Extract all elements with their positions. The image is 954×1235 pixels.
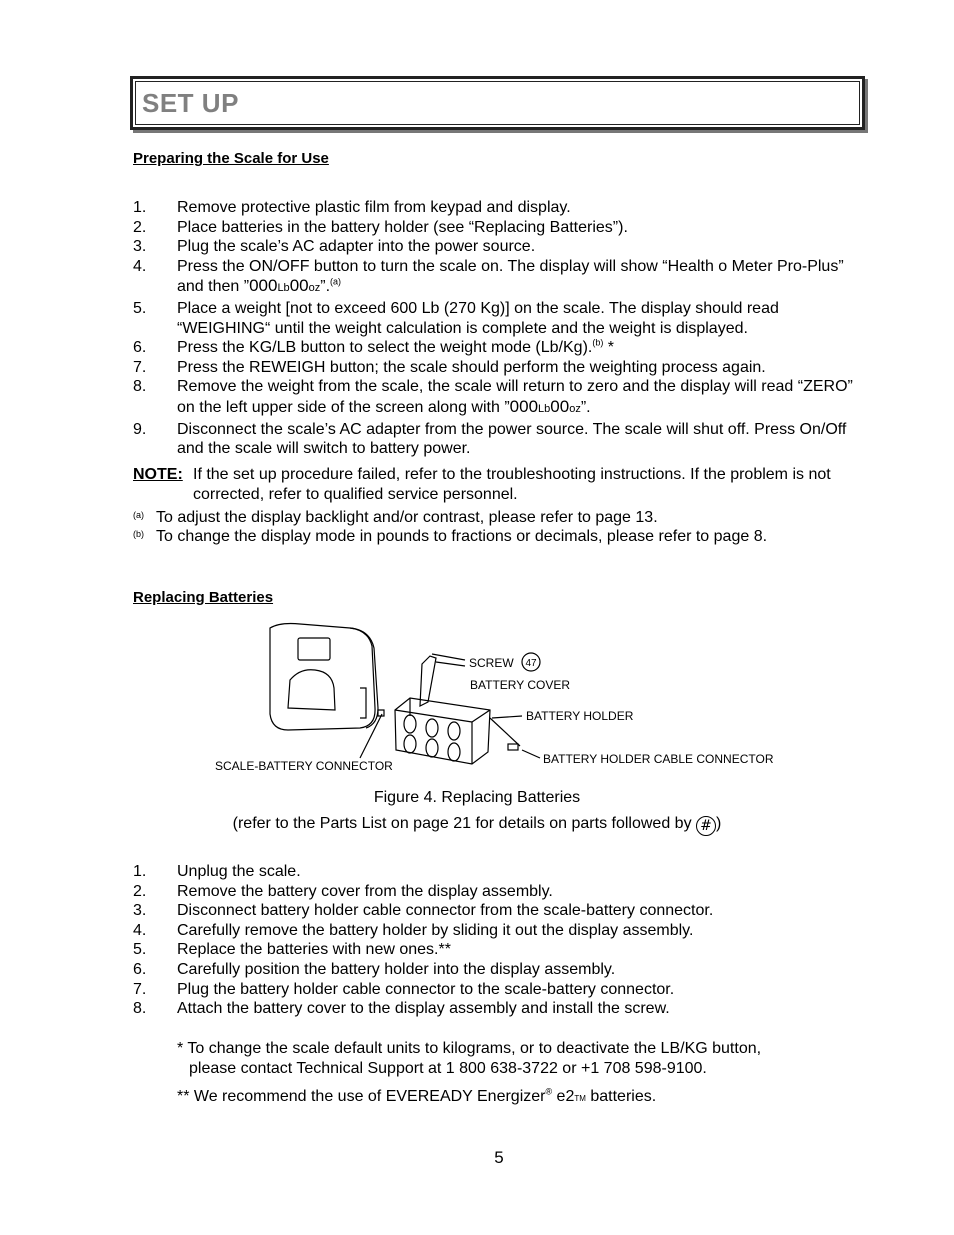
- setup-steps-list: [133, 198, 863, 459]
- label-battery-holder: BATTERY HOLDER: [526, 709, 634, 723]
- battery-holder-cable-connector: [508, 744, 518, 750]
- hash-circle-icon: #: [696, 816, 716, 836]
- battery-steps-list: [133, 862, 863, 1019]
- title-box: [130, 76, 865, 130]
- list-item: 6. Press the KG/LB button to select the weight mode (Lb/Kg).$^{(b)}$ *: [133, 337, 615, 357]
- list-item: 1. Unplug the scale.: [133, 863, 301, 880]
- battery: [426, 739, 438, 757]
- note: [133, 465, 863, 505]
- keypad-arch: [288, 670, 335, 710]
- display-window: [298, 638, 330, 660]
- star-note: * To change the scale default units to kilograms, or to deactivate the LB/KG button, please contact Technical Support at 1 800 638-3722 or +1 708 598-9100.: [177, 1040, 762, 1077]
- list-item: 3. Disconnect battery holder cable connector from the scale-battery connector.: [133, 902, 714, 920]
- battery: [404, 715, 416, 733]
- list-item: 2. Remove the battery cover from the display assembly.: [133, 882, 553, 900]
- figure-caption: Figure 4. Replacing Batteries: [373, 789, 581, 806]
- list-item: 1. Remove protective plastic film from keypad and display.: [133, 199, 571, 216]
- battery-cover: [420, 656, 436, 706]
- label-scale-connector: SCALE-BATTERY CONNECTOR: [215, 759, 393, 773]
- note-label: NOTE:: [133, 466, 183, 483]
- label-cable-connector: BATTERY HOLDER CABLE CONNECTOR: [543, 752, 774, 766]
- double-star-note: ** We recommend the use of EVEREADY Energizer® e2TM batteries.: [177, 1086, 657, 1105]
- page-number: 5: [494, 1148, 504, 1167]
- list-item: 3. Plug the scale’s AC adapter into the power source.: [133, 238, 536, 256]
- list-item: 8. Attach the battery cover to the display assembly and install the screw.: [133, 1000, 670, 1018]
- label-battery-cover: BATTERY COVER: [470, 678, 571, 692]
- list-item: 2. Place batteries in the battery holder (see “Replacing Batteries”).: [133, 218, 628, 236]
- display-assembly-body: [270, 624, 375, 731]
- label-screw: SCREW: [469, 656, 514, 670]
- list-item: 7. Press the REWEIGH button; the scale should perform the weighting process again.: [133, 358, 766, 376]
- battery: [448, 743, 460, 761]
- battery: [448, 722, 460, 740]
- list-item: 5. Replace the batteries with new ones.**: [133, 941, 451, 959]
- page-title: SET UP: [142, 88, 239, 118]
- battery: [426, 719, 438, 737]
- list-item: 9. Disconnect the scale’s AC adapter from the power source. The scale will shut off. Press On/Off and the scale will switch to battery power.: [133, 420, 847, 458]
- figure-subcaption: (refer to the Parts List on page 21 for details on parts followed by # ): [232, 815, 722, 834]
- list-item: 5. Place a weight [not to exceed 600 Lb (270 Kg)] on the scale. The display should read “WEIGHING“ until the weight calculation is complete and the weight is displayed.: [133, 299, 779, 337]
- section-heading-preparing: Preparing the Scale for Use: [133, 150, 329, 167]
- list-item: 4. Press the ON/OFF button to turn the scale on. The display will show “Health o Meter Pro-Plus” and then ”000Lb00oz”.$^{(a)}$: [133, 257, 844, 296]
- replacing-batteries-figure: [210, 618, 800, 778]
- leader-line: [360, 714, 382, 758]
- footnote-a: (a) To adjust the display backlight and/or contrast, please refer to page 13.: [133, 509, 658, 526]
- list-item: 4. Carefully remove the battery holder by sliding it out the display assembly.: [133, 921, 694, 939]
- list-item: 6. Carefully position the battery holder into the display assembly.: [133, 960, 616, 978]
- footnote-b: (b) To change the display mode in pounds to fractions or decimals, please refer to page 8.: [133, 528, 768, 545]
- note-text: If the set up procedure failed, refer to the troubleshooting instructions. If the problem is not corrected, refer to qualified service personnel.: [193, 466, 831, 503]
- battery-holder: [395, 698, 490, 764]
- battery: [404, 735, 416, 753]
- section-heading-batteries: Replacing Batteries: [133, 589, 274, 606]
- list-item: 8. Remove the weight from the scale, the scale will return to zero and the display will read “ZERO” on the left upper side of the screen along with ”000Lb00oz”.: [133, 378, 853, 416]
- list-item: 7. Plug the battery holder cable connector to the scale-battery connector.: [133, 980, 675, 998]
- label-screw-num: 47: [525, 658, 537, 669]
